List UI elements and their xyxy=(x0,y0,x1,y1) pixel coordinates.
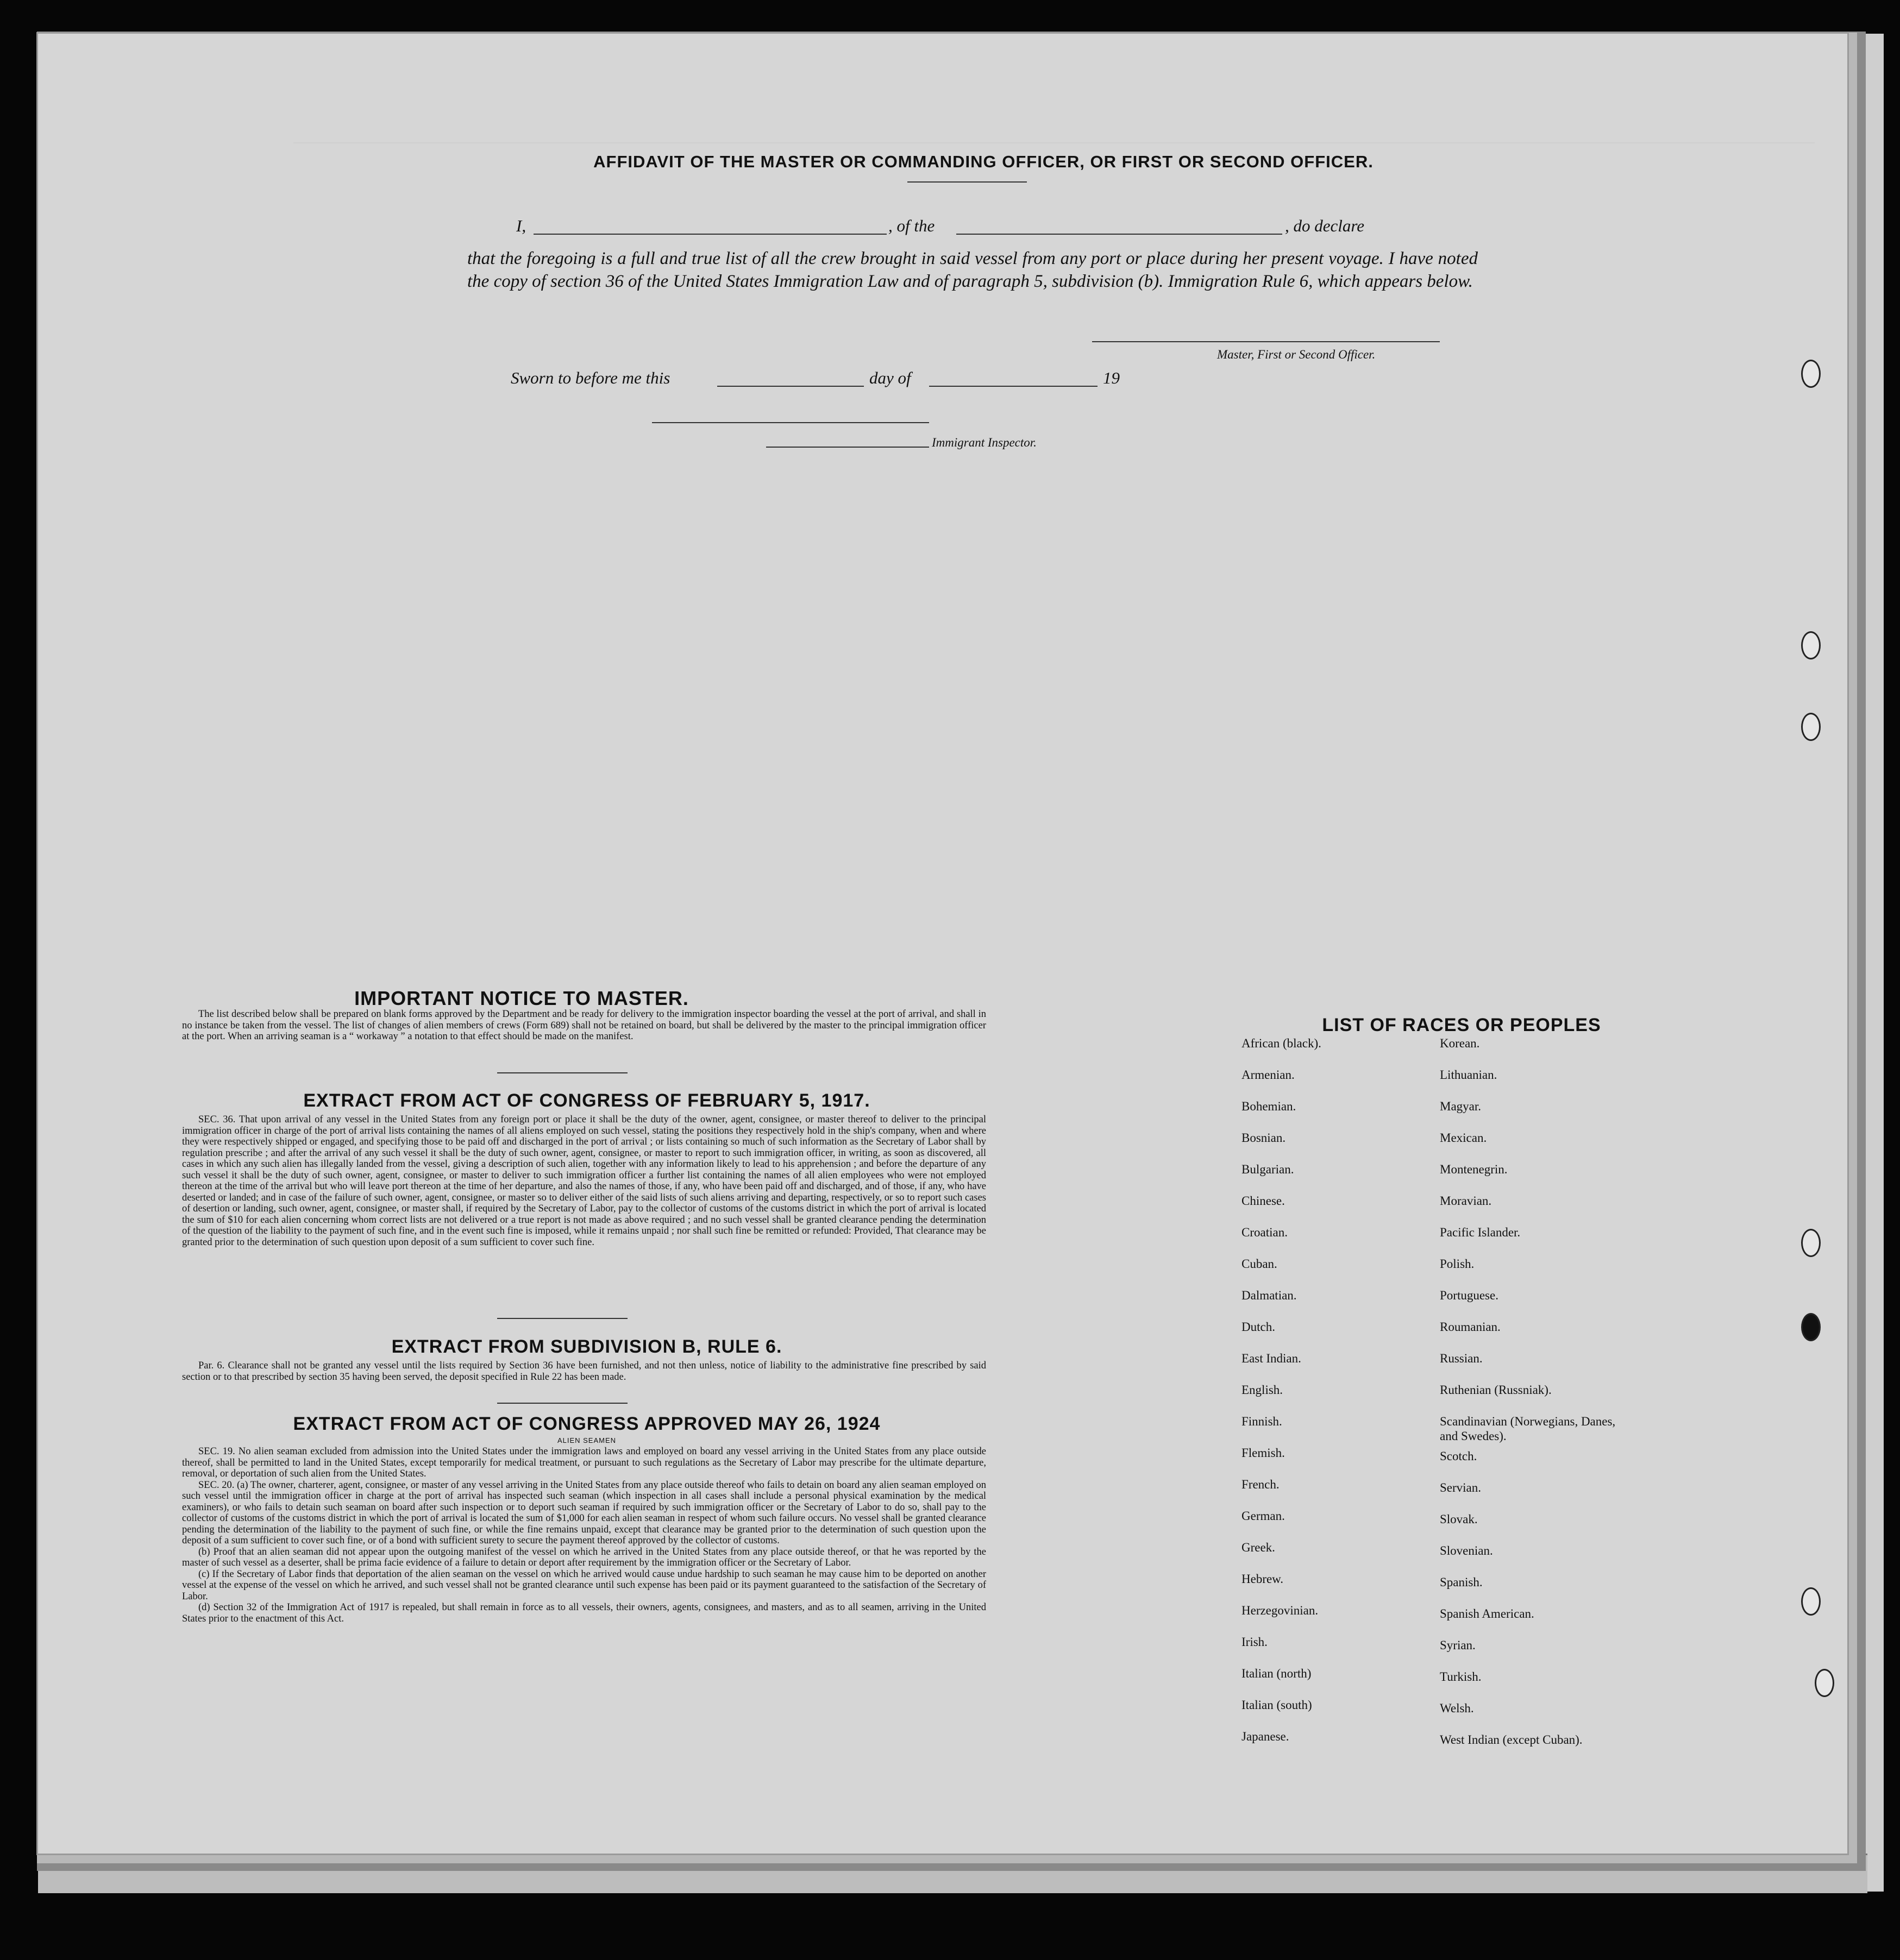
race-item: African (black). xyxy=(1241,1036,1321,1050)
race-item: Bulgarian. xyxy=(1241,1163,1294,1176)
page-stack-right-edge xyxy=(1844,34,1884,1892)
race-item: Slovak. xyxy=(1440,1512,1478,1526)
notice-paragraph: The list described below shall be prepared on blank forms approved by the Department and be ready for delivery to the immigration inspector boarding the vessel at the port of arrival, and shall in no instance be taken from the vessel. The list of changes of alien members of crews (Form 689) shall not be retained on board, but shall be delivered by the master to the principal immigration officer at the port. When an arriving seaman is a “ workaway ” a notation to that effect should be made on the manifest. xyxy=(182,1009,986,1042)
race-item: Magyar. xyxy=(1440,1100,1482,1113)
day-of-label: day of xyxy=(869,368,911,387)
master-signature-label: Master, First or Second Officer. xyxy=(1217,348,1376,361)
binder-hole xyxy=(1801,1313,1821,1341)
race-item: Polish. xyxy=(1440,1257,1475,1271)
divider-2 xyxy=(497,1318,628,1319)
binder-hole xyxy=(1801,1587,1821,1616)
sec-20d-paragraph: (d) Section 32 of the Immigration Act of 1917 is repealed, but shall remain in force as to all vessels, their owners, agents, consignees, and masters, and as to all seamen, arriving in the United States prior to the enactment of this Act. xyxy=(182,1602,986,1624)
sec-20b-paragraph: (b) Proof that an alien seaman did not appear upon the outgoing manifest of the vessel on which he arrived in the United States from any place outside thereof, or that he was reported by the master of such vessel as a deserter, shall be prima facie evidence of a failure to detain or deport after requirement by the immigration officer or the Secretary of Labor. xyxy=(182,1546,986,1568)
race-item: Armenian. xyxy=(1241,1068,1295,1082)
race-item: Mexican. xyxy=(1440,1131,1487,1145)
race-item: Croatian. xyxy=(1241,1226,1288,1239)
affidavit-body: that the foregoing is a full and true list of all the crew brought in said vessel from any port or place during her present voyage. I have noted the copy of section 36 of the United States Immigration Law and of paragraph 5, subdivision (b). Immigration Rule 6, which appears below. xyxy=(467,249,1478,291)
race-item: Greek. xyxy=(1241,1541,1275,1554)
sworn-day-field[interactable] xyxy=(717,386,864,387)
binder-hole xyxy=(1801,631,1821,659)
master-signature-line[interactable] xyxy=(1092,341,1440,342)
race-item: Herzegovinian. xyxy=(1241,1604,1319,1617)
race-item: Servian. xyxy=(1440,1481,1482,1494)
alien-seamen-subtitle: ALIEN SEAMEN xyxy=(557,1436,617,1444)
binder-hole xyxy=(1801,713,1821,741)
inspector-signature-line-upper xyxy=(652,422,929,423)
race-item: Korean. xyxy=(1440,1036,1480,1050)
race-item: Italian (north) xyxy=(1241,1667,1312,1680)
affidavit-i-row xyxy=(478,216,1483,238)
race-item: English. xyxy=(1241,1383,1283,1397)
section-36-paragraph: SEC. 36. That upon arrival of any vessel in the United States from any foreign port or place it shall be the duty of the owner, agent, consignee, or master thereof to deliver to the principal immigration officer in charge of the port of arrival lists containing the names of all aliens employed on such vessel, stating the positions they respectively hold in the ship's company, when and where they were respectively shipped or engaged, and specifying those to be paid off and discharged in the port of arrival ; or lists containing so much of such information as the Secretary of Labor shall by regulation prescribe ; and after the arrival of any such vessel it shall be the duty of such owner, agent, consignee, or master to report to such immigration officer, in writing, as soon as discovered, all cases in which any such alien has illegally landed from the vessel, giving a description of such alien, together with any information likely to lead to his apprehension ; and before the departure of any such vessel it shall be the duty of such owner, agent, consignee, or master to deliver to such immigration officer a further list containing the names of all alien employees who were not employed thereon at the time of the arrival but who will leave port thereon at the time of her departure, and also the names of those, if any, who have been paid off and discharged, and of those, if any, who have deserted or landed; and in case of the failure of such owner, agent, consignee, or master so to deliver either of the said lists of such aliens arriving and departing, respectively, or so to report such cases of desertion or landing, such owner, agent, consignee, or master shall, if required by the Secretary of Labor, pay to the collector of customs of the customs district in which the port of arrival is located the sum of $10 for each alien concerning whom correct lists are not delivered or a true report is not made as above required ; and no such vessel shall be granted clearance pending the determination of the question of the liability to the payment of such fine, and in the event such fine is imposed, while it remains unpaid ; nor shall such fine be remitted or refunded: Provided, That clearance may be granted prior to the determination of such question upon deposit of a sum sufficient to cover such fine. xyxy=(182,1114,986,1248)
title-divider xyxy=(907,181,1027,183)
race-item: Italian (south) xyxy=(1241,1698,1312,1712)
races-title: LIST OF RACES OR PEOPLES xyxy=(1322,1015,1601,1035)
notice-text xyxy=(182,1009,986,1042)
race-item: Hebrew. xyxy=(1241,1572,1284,1586)
race-item: Lithuanian. xyxy=(1440,1068,1497,1082)
race-item: French. xyxy=(1241,1478,1280,1491)
sec-20c-paragraph: (c) If the Secretary of Labor finds that deportation of the alien seaman on the vessel on which he arrived would cause undue hardship to such seaman he may cause him to be deported on another vessel at the expense of the vessel on which he arrived, and such vessel shall not be granted clearance until such expense has been paid or its payment guaranteed to the satisfaction of the Secretary of Labor. xyxy=(182,1568,986,1602)
master-name-field[interactable] xyxy=(534,234,887,235)
race-item: Moravian. xyxy=(1440,1194,1492,1208)
race-item: Chinese. xyxy=(1241,1194,1285,1208)
extract-1924-text xyxy=(182,1446,986,1624)
race-item: Bohemian. xyxy=(1241,1100,1296,1113)
sworn-label: Sworn to before me this xyxy=(511,368,670,387)
do-declare-label: , do declare xyxy=(1285,216,1365,235)
extract-1917-title: EXTRACT FROM ACT OF CONGRESS OF FEBRUARY 5, 1917. xyxy=(303,1090,870,1111)
vessel-name-field[interactable] xyxy=(956,234,1282,235)
bleed-through-text xyxy=(293,142,1815,1229)
manifest-page xyxy=(38,34,1847,1854)
inspector-signature-line[interactable] xyxy=(766,447,929,448)
race-item: Finnish. xyxy=(1241,1415,1282,1428)
race-item: German. xyxy=(1241,1509,1285,1523)
race-item: West Indian (except Cuban). xyxy=(1440,1733,1583,1747)
race-item: Slovenian. xyxy=(1440,1544,1493,1557)
binder-hole xyxy=(1815,1669,1834,1697)
sworn-month-field[interactable] xyxy=(929,386,1098,387)
race-item: East Indian. xyxy=(1241,1352,1301,1365)
extract-1917-text xyxy=(182,1114,986,1248)
race-item: Scandinavian (Norwegians, Danes, and Swedes). xyxy=(1440,1415,1616,1443)
affidavit-title: AFFIDAVIT OF THE MASTER OR COMMANDING OFFICER, OR FIRST OR SECOND OFFICER. xyxy=(593,152,1374,171)
race-item: Bosnian. xyxy=(1241,1131,1286,1145)
divider-3 xyxy=(497,1403,628,1404)
race-item: Montenegrin. xyxy=(1440,1163,1508,1176)
divider-1 xyxy=(497,1072,628,1073)
par-6-paragraph: Par. 6. Clearance shall not be granted any vessel until the lists required by Section 36 have been furnished, and not then unless, notice of liability to the administrative fine prescribed by said section or to that prescribed by section 35 having been served, the deposit specified in Rule 22 has been made. xyxy=(182,1360,986,1383)
binder-hole xyxy=(1801,360,1821,388)
sec-19-paragraph: SEC. 19. No alien seaman excluded from admission into the United States under the immigration laws and employed on board any vessel arriving in the United States from any place outside thereof, shall be permitted to land in the United States, except temporarily for medical treatment, or pursuant to such regulations as the Secretary of Labor may prescribe for the ultimate departure, removal, or deportation of such alien from the United States. xyxy=(182,1446,986,1479)
sec-20a-paragraph: SEC. 20. (a) The owner, charterer, agent, consignee, or master of any vessel arriving in the United States from any place outside thereof who fails to detain on board any alien seaman employed on such vessel until the immigration officer in charge at the port of arrival has inspected such seaman (which inspection in all cases shall include a personal physical examination by the medical examiners), or who fails to detain such seaman on board after such inspection or to deport such seaman if required by such immigration officer or the Secretary of Labor to do so, shall pay to the collector of customs of the customs district in which the port of arrival is located the sum of $1,000 for each alien seaman in respect of whom such failure occurs. No vessel shall be granted clearance pending the determination of the liability to the payment of such fine, or while the fine remains unpaid, except that clearance may be granted prior to the determination of such question upon the deposit of a sum sufficient to cover such fine, or of a bond with sufficient surety to secure the payment thereof approved by the collector of customs. xyxy=(182,1479,986,1546)
i-label: I, xyxy=(516,216,526,235)
notice-title: IMPORTANT NOTICE TO MASTER. xyxy=(354,987,689,1009)
race-item: Roumanian. xyxy=(1440,1320,1501,1334)
race-item: Dalmatian. xyxy=(1241,1289,1297,1302)
extract-rule6-text xyxy=(182,1360,986,1383)
binder-hole xyxy=(1801,1229,1821,1257)
extract-1924-title: EXTRACT FROM ACT OF CONGRESS APPROVED MAY 26, 1924 xyxy=(293,1414,881,1434)
sworn-row xyxy=(478,368,1184,390)
race-item: Turkish. xyxy=(1440,1670,1482,1683)
of-the-label: , of the xyxy=(888,216,935,235)
race-item: Dutch. xyxy=(1241,1320,1275,1334)
race-item: Cuban. xyxy=(1241,1257,1277,1271)
year-label: 19 xyxy=(1103,368,1120,387)
race-item: Syrian. xyxy=(1440,1638,1476,1652)
page-stack-bottom-edge xyxy=(38,1854,1867,1893)
race-item: Flemish. xyxy=(1241,1446,1285,1460)
race-item: Welsh. xyxy=(1440,1701,1474,1715)
race-item: Ruthenian (Russniak). xyxy=(1440,1383,1552,1397)
race-item: Pacific Islander. xyxy=(1440,1226,1521,1239)
inspector-label: Immigrant Inspector. xyxy=(932,436,1037,449)
race-item: Portuguese. xyxy=(1440,1289,1498,1302)
extract-rule6-title: EXTRACT FROM SUBDIVISION B, RULE 6. xyxy=(391,1336,782,1357)
race-item: Scotch. xyxy=(1440,1449,1477,1463)
race-item: Spanish American. xyxy=(1440,1607,1534,1620)
race-item: Spanish. xyxy=(1440,1575,1483,1589)
race-item: Russian. xyxy=(1440,1352,1483,1365)
race-item: Irish. xyxy=(1241,1635,1268,1649)
race-item: Japanese. xyxy=(1241,1730,1289,1743)
